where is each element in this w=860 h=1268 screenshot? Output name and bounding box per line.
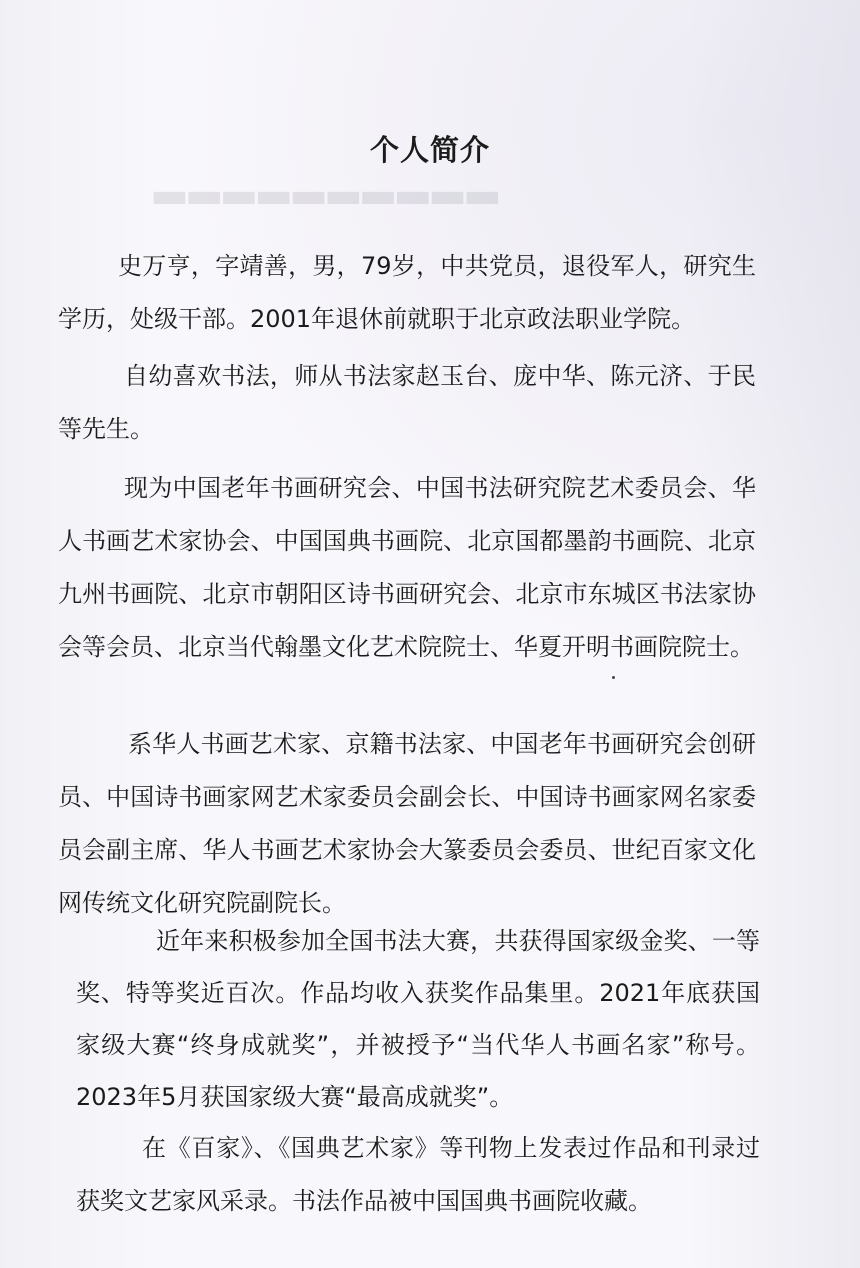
show-through-text-from-reverse-side: ▂▂▂▂▂▂▂▂▂▂ [150, 158, 498, 204]
page-title: 个人简介 [369, 133, 490, 167]
paragraph-publications: 在《百家》、《国典艺术家》等刊物上发表过作品和刊录过获奖文艺家风采录。书法作品被中国国典书画院收藏。 [76, 1134, 760, 1215]
paragraph-memberships: 现为中国老年书画研究会、中国书法研究院艺术委员会、华人书画艺术家协会、中国国典书画院、北京国都墨韵书画院、北京九州书画院、北京市朝阳区诗书画研究会、北京市东城区书法家协会等会员、北京当代翰墨文化艺术院院士、华夏开明书画院院士。 [58, 474, 756, 661]
paragraph-titles: 系华人书画艺术家、京籍书法家、中国老年书画研究会创研员、中国诗书画家网艺术家委员会副会长、中国诗书画家网名家委员会副主席、华人书画艺术家协会大篆委员会委员、世纪百家文化网传统文化研究院副院长。 [58, 730, 756, 917]
stray-dot-mark [612, 676, 615, 679]
paragraph-calligraphy-teachers: 自幼喜欢书法，师从书法家赵玉台、庞中华、陈元济、于民等先生。 [58, 362, 756, 443]
paragraph-basic-info: 史万亨，字靖善，男，79岁，中共党员，退役军人，研究生学历，处级干部。2001年退休前就职于北京政法职业学院。 [58, 252, 756, 333]
paragraph-awards: 近年来积极参加全国书法大赛，共获得国家级金奖、一等奖、特等奖近百次。作品均收入获奖作品集里。2021年底获国家级大赛“终身成就奖”，并被授予“当代华人书画名家”称号。2023年5月获国家级大赛“最高成就奖”。 [76, 927, 760, 1111]
